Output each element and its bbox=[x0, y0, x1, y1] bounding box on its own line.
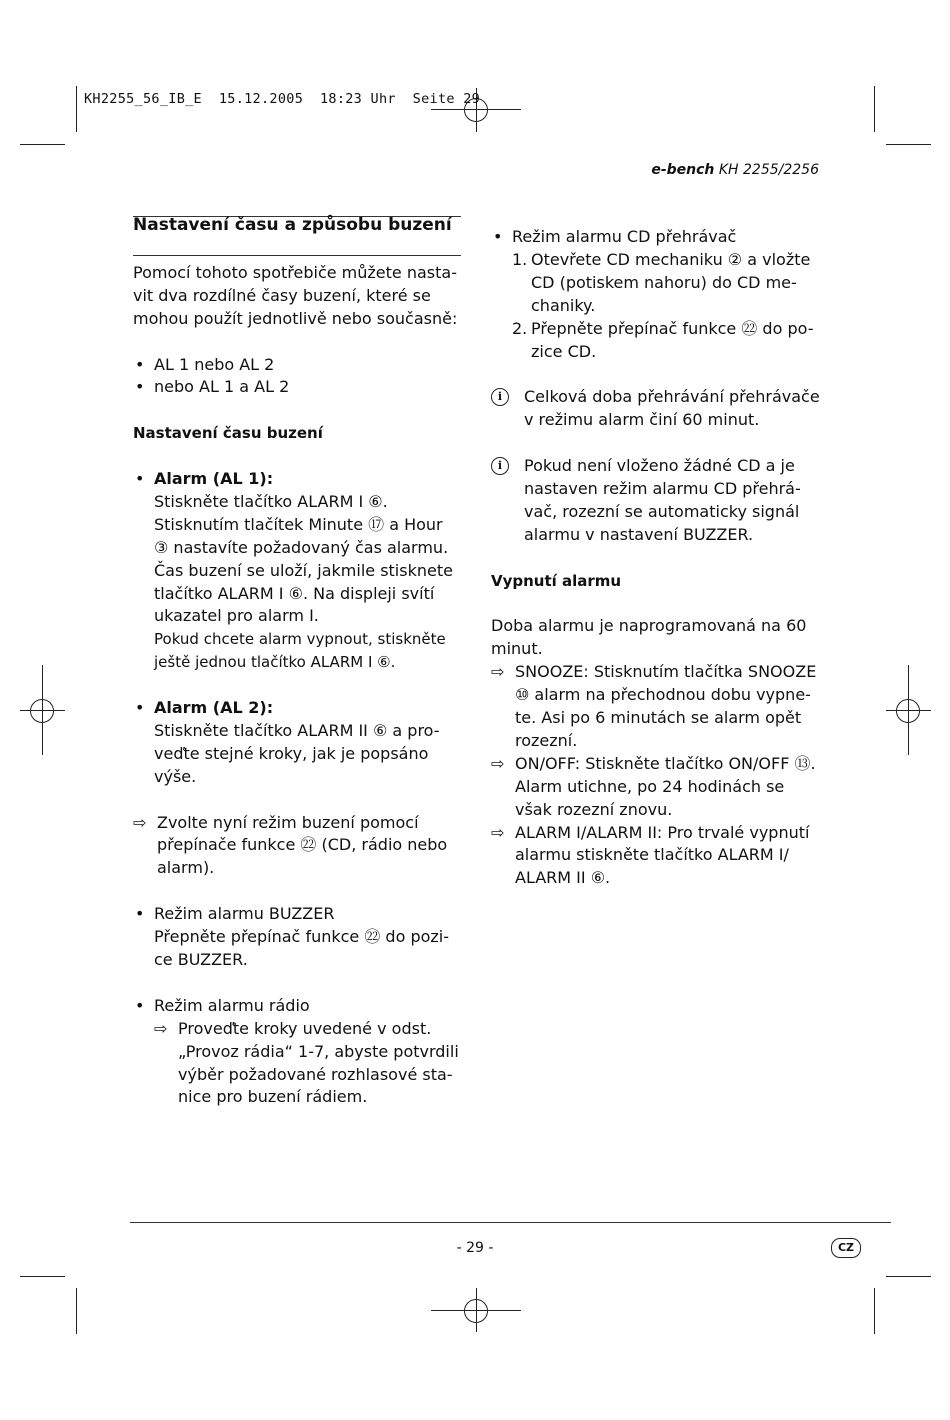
list-item bbox=[133, 468, 463, 674]
step-number: 2. bbox=[512, 318, 528, 338]
arrow-icon: ⇨ bbox=[154, 1018, 168, 1038]
item-line: Zvolte nyní režim buzení pomocí bbox=[157, 812, 419, 832]
arrow-item bbox=[491, 753, 821, 822]
registration-mark bbox=[464, 1299, 488, 1323]
intro-line: vit dva rozdílné časy buzení, které se bbox=[133, 285, 431, 305]
item-line: Pokud není vloženo žádné CD a je bbox=[524, 456, 795, 476]
list-item bbox=[133, 903, 463, 972]
registration-mark bbox=[896, 699, 920, 723]
paragraph-line: Doba alarmu je naprogramovaná na 60 bbox=[491, 616, 807, 636]
item-line: veďte stejné kroky, jak je popsáno bbox=[154, 743, 429, 763]
crop-mark bbox=[76, 1288, 77, 1334]
item-line: Přepněte přepínač funkce ㉒ do pozi- bbox=[154, 927, 450, 947]
step-item bbox=[491, 249, 821, 318]
item-line: ce BUZZER. bbox=[154, 950, 248, 969]
item-line: Stisknutím tlačítek Minute ⑰ a Hour bbox=[154, 514, 443, 534]
item-line: ALARM I/ALARM II: Pro trvalé vypnutí bbox=[515, 822, 810, 842]
item-line: v režimu alarm činí 60 minut. bbox=[524, 410, 760, 430]
item-line: ALARM II ⑥. bbox=[515, 868, 611, 888]
item-line: alarm). bbox=[157, 858, 215, 878]
item-line: vač, rozezní se automaticky signál bbox=[524, 501, 800, 521]
crop-mark bbox=[76, 86, 77, 132]
crop-mark bbox=[20, 144, 65, 145]
registration-mark bbox=[30, 699, 54, 723]
item-line: Pokud chcete alarm vypnout, stiskněte bbox=[154, 630, 446, 649]
arrow-icon: ⇨ bbox=[133, 812, 147, 832]
step-item bbox=[491, 318, 821, 364]
info-note bbox=[491, 455, 821, 547]
item-line: výběr požadované rozhlasové sta- bbox=[178, 1064, 453, 1084]
item-heading: • Alarm (AL 1): bbox=[154, 469, 274, 489]
item-line: však rozezní znovu. bbox=[515, 799, 673, 819]
list-item: • Režim alarmu CD přehrávač bbox=[491, 226, 821, 249]
arrow-item bbox=[491, 822, 821, 891]
item-line: „Provoz rádia“ 1-7, abyste potvrdili bbox=[178, 1041, 459, 1061]
item-line: CD (potiskem nahoru) do CD me- bbox=[531, 272, 797, 292]
subheading: Vypnutí alarmu bbox=[491, 571, 622, 590]
item-line: Stiskněte tlačítko ALARM II ⑥ a pro- bbox=[154, 720, 440, 740]
print-header: KH2255_56_IB_E 15.12.2005 18:23 Uhr Seite 29 bbox=[84, 91, 481, 107]
list-item: • AL 1 nebo AL 2 bbox=[133, 354, 463, 377]
running-head bbox=[651, 162, 819, 178]
item-line: ještě jednou tlačítko ALARM I ⑥. bbox=[154, 653, 396, 672]
language-badge: CZ bbox=[831, 1238, 861, 1258]
item-line: přepínače funkce ㉒ (CD, rádio nebo bbox=[157, 835, 448, 855]
item-line: Proveďte kroky uvedené v odst. bbox=[178, 1018, 432, 1038]
item-line: Čas buzení se uloží, jakmile stisknete bbox=[154, 560, 453, 580]
item-line: ③ nastavíte požadovaný čas alarmu. bbox=[154, 537, 449, 557]
item-line: chaniky. bbox=[531, 295, 596, 315]
item-line: SNOOZE: Stisknutím tlačítka SNOOZE bbox=[515, 662, 817, 682]
arrow-item bbox=[133, 812, 463, 881]
item-line: nice pro buzení rádiem. bbox=[178, 1087, 368, 1107]
brand: e-bench bbox=[651, 162, 715, 178]
model: KH 2255/2256 bbox=[718, 162, 819, 178]
arrow-icon: ⇨ bbox=[491, 662, 505, 682]
item-line: tlačítko ALARM I ⑥. Na displeji svítí bbox=[154, 583, 435, 603]
item-line: ON/OFF: Stiskněte tlačítko ON/OFF ⑬. bbox=[515, 753, 816, 773]
crop-mark bbox=[886, 1276, 931, 1277]
page-number: - 29 - bbox=[456, 1240, 494, 1256]
arrow-icon: ⇨ bbox=[491, 822, 505, 842]
item-line: Celková doba přehrávání přehrávače bbox=[524, 387, 820, 407]
item-line: Přepněte přepínač funkce ㉒ do po- bbox=[531, 318, 814, 338]
section-title: Nastavení času a způsobu buzení bbox=[133, 215, 452, 235]
crop-mark bbox=[886, 144, 931, 145]
item-line: alarmu v nastavení BUZZER. bbox=[524, 524, 754, 544]
paragraph-line: minut. bbox=[491, 639, 543, 659]
list-item bbox=[133, 995, 463, 1110]
info-note bbox=[491, 386, 821, 432]
step-number: 1. bbox=[512, 249, 528, 269]
item-line: • Režim alarmu BUZZER bbox=[154, 904, 335, 924]
list-item bbox=[133, 697, 463, 789]
crop-mark bbox=[874, 86, 875, 132]
item-line: Stiskněte tlačítko ALARM I ⑥. bbox=[154, 491, 388, 511]
crop-mark bbox=[874, 1288, 875, 1334]
arrow-item bbox=[154, 1018, 463, 1110]
intro-line: mohou použít jednotlivě nebo současně: bbox=[133, 308, 458, 328]
info-icon: i bbox=[491, 388, 509, 406]
item-line: výše. bbox=[154, 766, 197, 786]
right-column bbox=[491, 226, 821, 890]
list-item: • nebo AL 1 a AL 2 bbox=[133, 376, 463, 399]
info-icon: i bbox=[491, 457, 509, 475]
footer-rule bbox=[130, 1222, 891, 1223]
item-line: • Režim alarmu rádio bbox=[154, 995, 310, 1015]
subheading: Nastavení času buzení bbox=[133, 424, 323, 443]
item-line: te. Asi po 6 minutách se alarm opět bbox=[515, 707, 802, 727]
item-line: Otevřete CD mechaniku ② a vložte bbox=[531, 249, 811, 269]
crop-mark bbox=[20, 1276, 65, 1277]
item-line: ⑩ alarm na přechodnou dobu vypne- bbox=[515, 685, 811, 705]
arrow-icon: ⇨ bbox=[491, 753, 505, 773]
item-line: zice CD. bbox=[531, 341, 597, 361]
item-line: alarmu stiskněte tlačítko ALARM I/ bbox=[515, 845, 789, 865]
item-line: Alarm utichne, po 24 hodinách se bbox=[515, 776, 785, 796]
left-column bbox=[133, 214, 463, 1109]
intro-line: Pomocí tohoto spotřebiče můžete nasta- bbox=[133, 262, 457, 282]
arrow-item bbox=[491, 661, 821, 753]
item-heading: • Alarm (AL 2): bbox=[154, 698, 274, 718]
item-line: nastaven režim alarmu CD přehrá- bbox=[524, 478, 801, 498]
item-line: rozezní. bbox=[515, 730, 578, 750]
item-line: ukazatel pro alarm I. bbox=[154, 606, 319, 626]
